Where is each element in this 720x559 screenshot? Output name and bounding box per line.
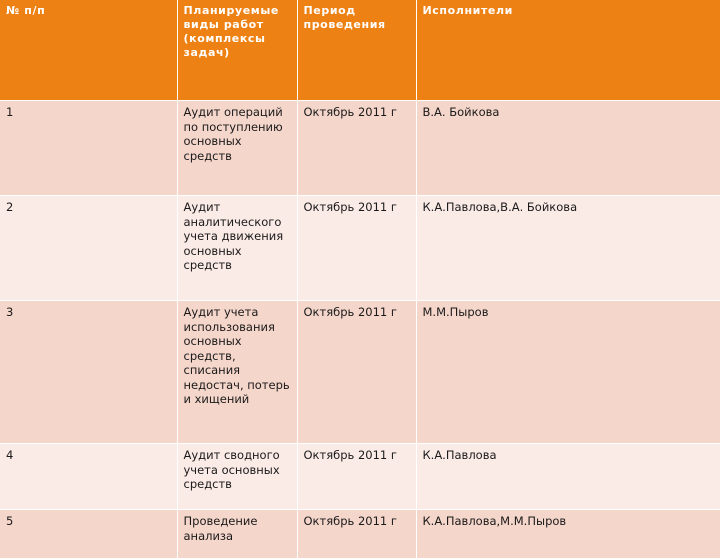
row-executors: В.А. Бойкова xyxy=(416,101,720,196)
row-num: 1 xyxy=(0,101,177,196)
header-executors: Исполнители xyxy=(416,0,720,101)
row-period: Октябрь 2011 г xyxy=(297,301,416,444)
row-work: Аудит операций по поступлению основных средств xyxy=(177,101,297,196)
row-work: Аудит учета использования основных средств, списания недостач, потерь и хищений xyxy=(177,301,297,444)
row-num: 5 xyxy=(0,510,177,559)
row-period: Октябрь 2011 г xyxy=(297,101,416,196)
header-period: Период проведения xyxy=(297,0,416,101)
row-num: 3 xyxy=(0,301,177,444)
header-works: Планируемые виды работ (комплексы задач) xyxy=(177,0,297,101)
row-executors: М.М.Пыров xyxy=(416,301,720,444)
header-num: № п/п xyxy=(0,0,177,101)
table-row xyxy=(0,101,720,196)
row-work: Аудит аналитического учета движения основных средств xyxy=(177,196,297,301)
table-header-row xyxy=(0,0,720,101)
row-num: 2 xyxy=(0,196,177,301)
row-period: Октябрь 2011 г xyxy=(297,196,416,301)
row-work: Аудит сводного учета основных средств xyxy=(177,444,297,510)
row-period: Октябрь 2011 г xyxy=(297,444,416,510)
row-executors: К.А.Павлова,М.М.Пыров xyxy=(416,510,720,559)
row-period: Октябрь 2011 г xyxy=(297,510,416,559)
row-executors: К.А.Павлова,В.А. Бойкова xyxy=(416,196,720,301)
table-row xyxy=(0,196,720,301)
row-executors: К.А.Павлова xyxy=(416,444,720,510)
row-work: Проведение анализа xyxy=(177,510,297,559)
table-row xyxy=(0,510,720,559)
table-row xyxy=(0,444,720,510)
table-row xyxy=(0,301,720,444)
row-num: 4 xyxy=(0,444,177,510)
